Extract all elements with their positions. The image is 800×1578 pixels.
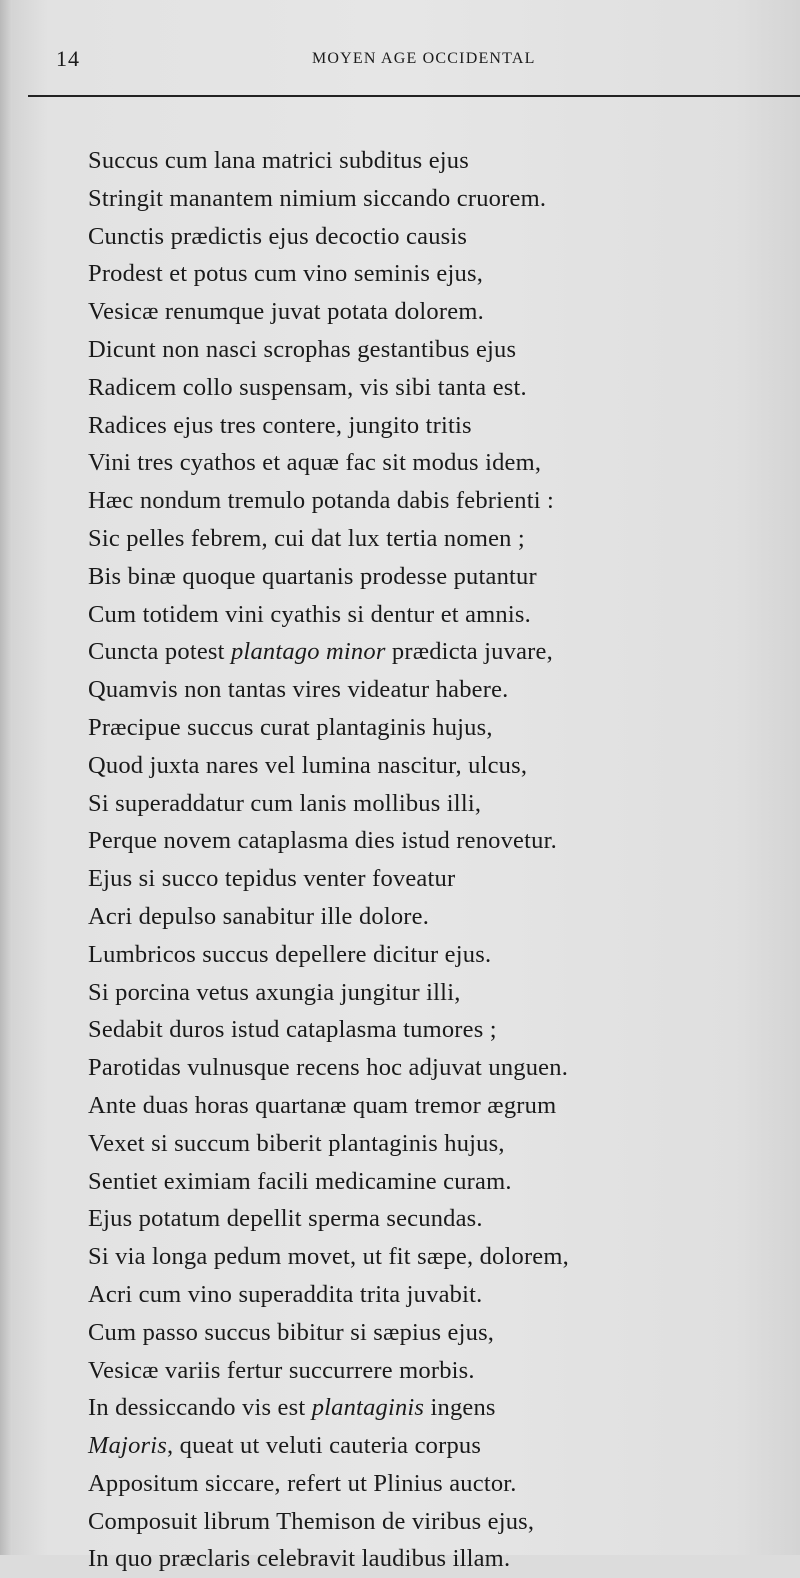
- header-rule: [28, 95, 800, 97]
- verse-line: [88, 1276, 788, 1314]
- verse-line: [88, 1238, 788, 1276]
- verse-segment: Vesicæ variis fertur succurrere morbis.: [88, 1356, 475, 1384]
- verse-line: [88, 596, 788, 634]
- verse-line: [88, 822, 788, 860]
- verse-line: [88, 1427, 788, 1465]
- verse-segment: Cum passo succus bibitur si sæpius ejus,: [88, 1318, 495, 1346]
- verse-segment: Cunctis prædictis ejus decoctio causis: [88, 222, 468, 250]
- verse-segment: Perque novem cataplasma dies istud renovetur.: [88, 827, 557, 855]
- verse-line: [88, 1389, 788, 1427]
- verse-line: [88, 709, 788, 747]
- verse-segment: Cum totidem vini cyathis si dentur et amnis.: [88, 600, 531, 628]
- verse-segment: Ante duas horas quartanæ quam tremor ægrum: [88, 1091, 557, 1119]
- verse-segment: Ejus potatum depellit sperma secundas.: [88, 1205, 483, 1233]
- verse-segment: Hæc nondum tremulo potanda dabis febrienti :: [88, 487, 555, 515]
- page-header: [0, 46, 800, 76]
- verse-segment: Vexet si succum biberit plantaginis hujus,: [88, 1129, 505, 1157]
- verse-line: [88, 1087, 788, 1125]
- verse-line: [88, 558, 788, 596]
- verse-segment: Sedabit duros istud cataplasma tumores ;: [88, 1016, 497, 1044]
- verse-italic-segment: plantago minor: [230, 638, 386, 666]
- verse-segment: Præcipue succus curat plantaginis hujus,: [88, 713, 493, 741]
- verse-line: [88, 142, 788, 180]
- verse-segment: Quod juxta nares vel lumina nascitur, ulcus,: [88, 751, 528, 779]
- verse-line: [88, 255, 788, 293]
- verse-italic-segment: plantaginis: [311, 1394, 425, 1422]
- verse-segment: Prodest et potus cum vino seminis ejus,: [88, 260, 484, 288]
- verse-segment: prædicta juvare,: [385, 638, 553, 666]
- verse-segment: Vini tres cyathos et aquæ fac sit modus idem,: [88, 449, 542, 477]
- verse-segment: Si porcina vetus axungia jungitur illi,: [88, 978, 461, 1006]
- verse-segment: Sentiet eximiam facili medicamine curam.: [88, 1167, 512, 1195]
- verse-line: [88, 1352, 788, 1390]
- verse-line: [88, 1163, 788, 1201]
- verse-segment: ingens: [424, 1394, 496, 1422]
- verse-segment: Composuit librum Themison de viribus ejus,: [88, 1507, 535, 1535]
- verse-segment: Sic pelles febrem, cui dat lux tertia nomen ;: [88, 524, 525, 552]
- verse-line: [88, 444, 788, 482]
- verse-line: [88, 974, 788, 1012]
- verse-line: [88, 1540, 788, 1578]
- verse-line: [88, 898, 788, 936]
- verse-segment: In dessiccando vis est: [88, 1394, 312, 1422]
- verse-segment: In quo præclaris celebravit laudibus illam.: [88, 1545, 511, 1573]
- verse-line: [88, 1200, 788, 1238]
- verse-line: [88, 671, 788, 709]
- verse-line: [88, 936, 788, 974]
- verse-line: [88, 331, 788, 369]
- verse-line: [88, 860, 788, 898]
- verse-segment: Succus cum lana matrici subditus ejus: [88, 147, 469, 174]
- verse-segment: Ejus si succo tepidus venter foveatur: [88, 865, 456, 893]
- verse-line: [88, 747, 788, 785]
- verse-line: [88, 218, 788, 256]
- verse-segment: Stringit manantem nimium siccando cruorem.: [88, 184, 547, 212]
- verse-line: [88, 1011, 788, 1049]
- verse-line: [88, 407, 788, 445]
- verse-segment: Si via longa pedum movet, ut fit sæpe, dolorem,: [88, 1243, 569, 1271]
- verse-segment: Radices ejus tres contere, jungito tritis: [88, 411, 472, 439]
- verse-segment: Parotidas vulnusque recens hoc adjuvat unguen.: [88, 1054, 569, 1082]
- verse-line: [88, 482, 788, 520]
- verse-italic-segment: Majoris: [88, 1432, 167, 1460]
- verse-segment: Acri cum vino superaddita trita juvabit.: [88, 1280, 483, 1308]
- verse-segment: Radicem collo suspensam, vis sibi tanta est.: [88, 373, 527, 401]
- verse-line: [88, 1125, 788, 1163]
- verse-segment: , queat ut veluti cauteria corpus: [167, 1432, 482, 1460]
- verse-line: [88, 1049, 788, 1087]
- verse-segment: Si superaddatur cum lanis mollibus illi,: [88, 789, 482, 817]
- verse-line: [88, 180, 788, 218]
- verse-line: [88, 785, 788, 823]
- verse-line: [88, 293, 788, 331]
- verse-segment: Cuncta potest: [88, 638, 231, 666]
- verse-segment: Bis binæ quoque quartanis prodesse putantur: [88, 562, 537, 590]
- verse-line: [88, 1314, 788, 1352]
- verse-line: [88, 1503, 788, 1541]
- verse-segment: Acri depulso sanabitur ille dolore.: [88, 902, 430, 930]
- page-number: 14: [56, 46, 80, 71]
- verse-segment: Dicunt non nasci scrophas gestantibus ejus: [88, 335, 517, 363]
- running-title: MOYEN AGE OCCIDENTAL: [312, 50, 536, 67]
- verse-segment: Vesicæ renumque juvat potata dolorem.: [88, 298, 484, 326]
- verse-text: [88, 142, 788, 1578]
- verse-line: [88, 369, 788, 407]
- page-gutter-shadow: [0, 0, 12, 1555]
- verse-line: [88, 633, 788, 671]
- verse-segment: Lumbricos succus depellere dicitur ejus.: [88, 940, 492, 968]
- verse-segment: Appositum siccare, refert ut Plinius auctor.: [88, 1469, 517, 1497]
- verse-line: [88, 520, 788, 558]
- verse-segment: Quamvis non tantas vires videatur habere.: [88, 676, 509, 704]
- verse-line: [88, 1465, 788, 1503]
